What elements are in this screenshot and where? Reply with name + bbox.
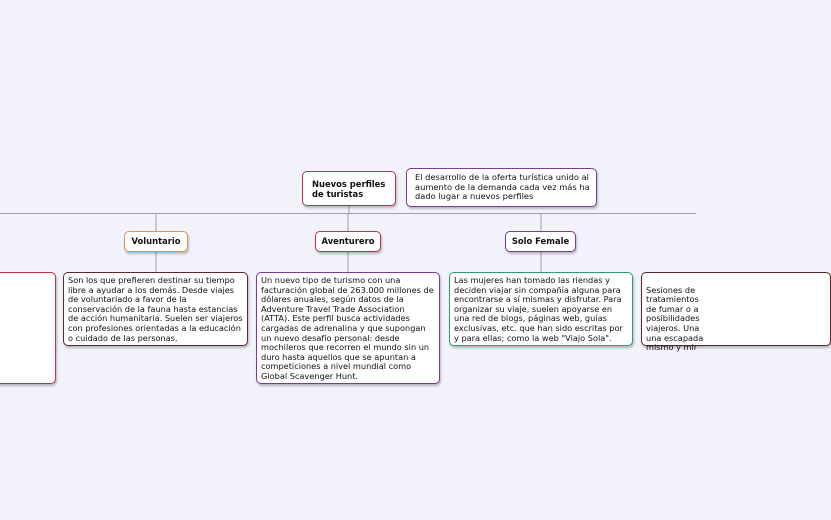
partial-left-description-node[interactable]: [0, 272, 56, 384]
partial-right-description-node[interactable]: [641, 272, 831, 353]
partial-right-description-text: Sesiones de tratamientos de fumar o a posibilidades viajeros. Una una escapada mismo y mir: [646, 284, 704, 353]
category-voluntario-node[interactable]: [124, 231, 188, 252]
root-topic-title: Nuevos perfiles de turistas: [312, 179, 386, 199]
aventurero-description-text: Un nuevo tipo de turismo con una facturación global de 263.000 millones de dólares anuales, según datos de la Adventure Travel Trade Association (ATTA). Este perfil busca actividades cargadas de adrenalina y que supongan un nuevo desafío personal: desde mochileros que recorren el mundo sin un duro hasta aquellos que se apuntan a competiciones a nivel mundial como Global Scavenger Hunt.: [261, 275, 434, 381]
note-node[interactable]: [406, 168, 597, 207]
category-solo-female-node[interactable]: [505, 231, 576, 252]
partial-left-description-text: [0, 276, 51, 372]
category-solo-female-label: Solo Female: [511, 236, 570, 246]
voluntario-description-text: Son los que prefieren destinar su tiempo libre a ayudar a los demás. Desde viajes de voluntariado a favor de la conservación de la fauna hasta estancias de acción humanitaria. Suelen ser viajeros con profesiones orientadas a la educación o cuidado de las personas.: [68, 275, 243, 343]
solo-female-description-text: Las mujeres han tomado las riendas y deciden viajar sin compañía alguna para encontrarse a sí mismas y disfrutar. Para organizar su viaje, suelen apoyarse en una red de blogs, páginas web, guías exclusivas, etc. que han sido escritas por y para ellas; como la web "Viajo Sola".: [454, 275, 623, 343]
category-voluntario-label: Voluntario: [131, 236, 181, 246]
category-aventurero-node[interactable]: [315, 231, 381, 252]
note-text: El desarrollo de la oferta turística unido al aumento de la demanda cada vez más ha dado lugar a nuevos perfiles: [415, 172, 590, 202]
root-topic-node[interactable]: [302, 171, 396, 206]
solo-female-description-node[interactable]: [449, 272, 633, 346]
category-aventurero-label: Aventurero: [321, 236, 375, 246]
voluntario-description-node[interactable]: [63, 272, 248, 346]
aventurero-description-node[interactable]: [256, 272, 440, 384]
